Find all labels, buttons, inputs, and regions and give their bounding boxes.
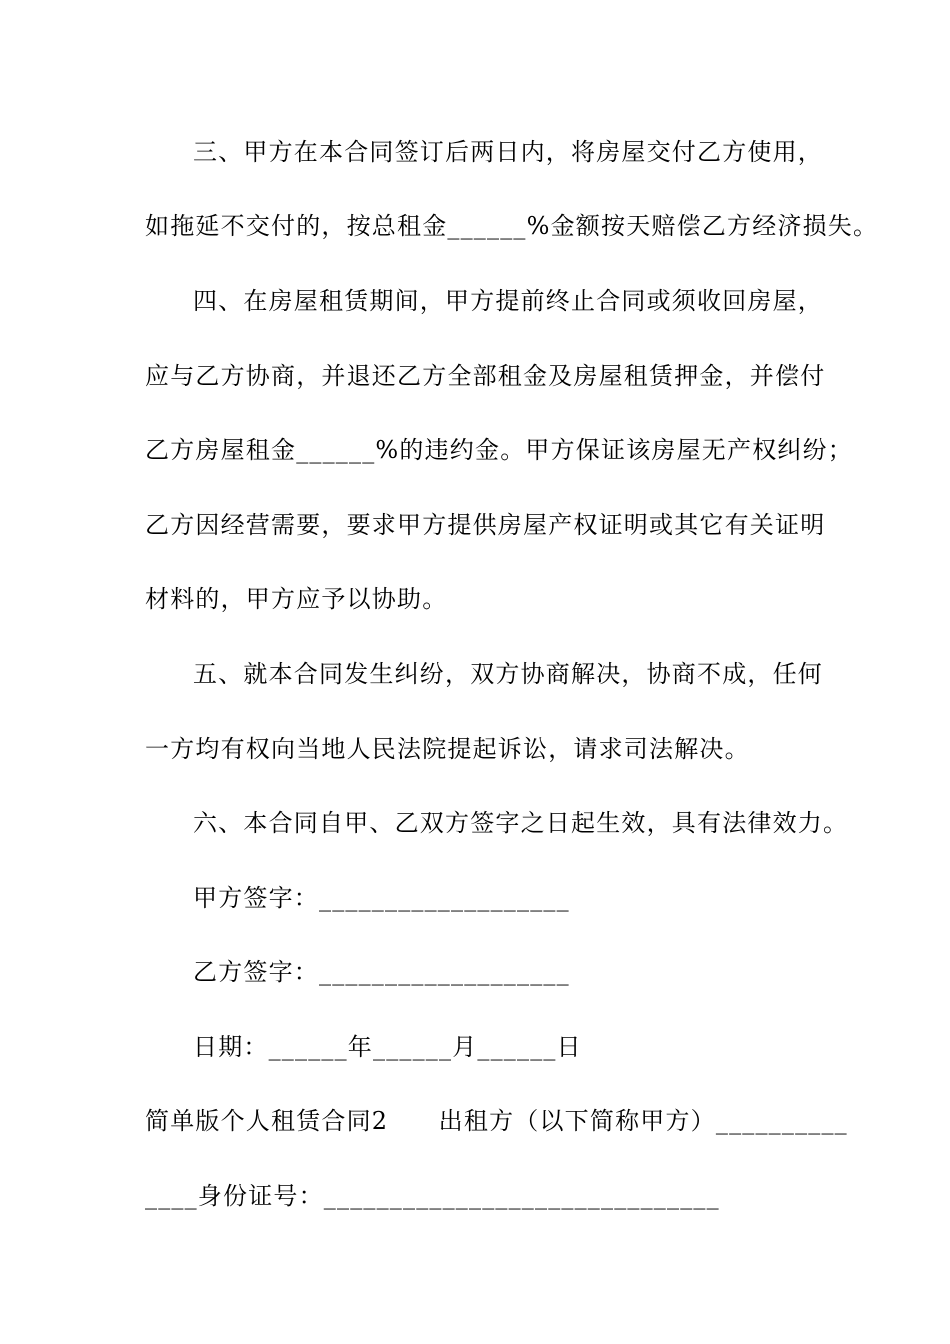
- paragraph-6: 六、本合同自甲、乙双方签字之日起生效，具有法律效力。: [193, 809, 849, 837]
- contract-2-heading-line: 简单版个人租赁合同2 出租方（以下简称甲方）__________: [145, 1107, 848, 1135]
- paragraph-3-line-2: 如拖延不交付的，按总租金______%金额按天赔偿乙方经济损失。: [145, 212, 879, 240]
- paragraph-4-line-2: 应与乙方协商，并退还乙方全部租金及房屋租赁押金，并偿付: [145, 362, 826, 390]
- paragraph-4-line-5: 材料的，甲方应予以协助。: [145, 585, 448, 613]
- paragraph-3-line-1: 三、甲方在本合同签订后两日内，将房屋交付乙方使用，: [193, 138, 823, 166]
- paragraph-5-line-2: 一方均有权向当地人民法院提起诉讼，请求司法解决。: [145, 735, 750, 763]
- party-b-signature: 乙方签字：___________________: [193, 958, 570, 986]
- paragraph-4-line-1: 四、在房屋租赁期间，甲方提前终止合同或须收回房屋，: [193, 287, 823, 315]
- paragraph-4-line-3: 乙方房屋租金______%的违约金。甲方保证该房屋无产权纠纷；: [145, 436, 854, 464]
- date-line: 日期：______年______月______日: [193, 1033, 582, 1061]
- id-number-line: ____身份证号：______________________________: [145, 1182, 720, 1210]
- paragraph-5-line-1: 五、就本合同发生纠纷，双方协商解决，协商不成，任何: [193, 660, 823, 688]
- party-a-signature: 甲方签字：___________________: [193, 884, 570, 912]
- paragraph-4-line-4: 乙方因经营需要，要求甲方提供房屋产权证明或其它有关证明: [145, 511, 826, 539]
